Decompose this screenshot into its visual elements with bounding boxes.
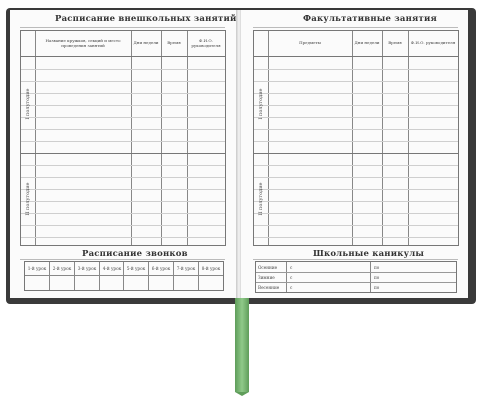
row-line bbox=[254, 69, 458, 70]
column-divider bbox=[74, 262, 75, 290]
holiday-name: Весенние bbox=[258, 285, 280, 290]
semester-divider bbox=[254, 153, 458, 154]
column-divider bbox=[198, 262, 199, 290]
lesson-label: 4-й урок bbox=[102, 266, 122, 271]
lesson-label: 3-й урок bbox=[77, 266, 97, 271]
row-line bbox=[21, 225, 225, 226]
row-line bbox=[254, 225, 458, 226]
row-line bbox=[254, 129, 458, 130]
column-divider bbox=[148, 262, 149, 290]
lesson-label: 8-й урок bbox=[201, 266, 221, 271]
column-divider bbox=[123, 262, 124, 290]
row-line bbox=[21, 81, 225, 82]
semester-divider bbox=[21, 153, 225, 154]
row-line bbox=[21, 213, 225, 214]
column-header: Ф.И.О. руководителя bbox=[410, 40, 456, 46]
row-line bbox=[254, 177, 458, 178]
semester-label: I полугодие bbox=[25, 88, 31, 120]
column-header: Предметы bbox=[299, 40, 321, 46]
row-line bbox=[25, 275, 223, 276]
lesson-label: 7-й урок bbox=[176, 266, 196, 271]
row-line bbox=[254, 201, 458, 202]
electives-table bbox=[253, 30, 459, 246]
row-line bbox=[254, 117, 458, 118]
holidays-table bbox=[255, 261, 457, 293]
holiday-from: с bbox=[290, 265, 293, 270]
column-divider bbox=[173, 262, 174, 290]
column-header: Время bbox=[167, 40, 181, 46]
title-underline bbox=[253, 259, 458, 260]
row-line bbox=[256, 282, 456, 283]
semester-label: II полугодие bbox=[258, 182, 264, 216]
header-divider bbox=[21, 56, 225, 57]
holiday-name: Осенние bbox=[258, 265, 278, 270]
lesson-label: 2-й урок bbox=[52, 266, 72, 271]
title-underline bbox=[20, 27, 225, 28]
holiday-from: с bbox=[290, 275, 293, 280]
holiday-to: по bbox=[374, 285, 380, 290]
holidays-title: Школьные каникулы bbox=[313, 249, 425, 259]
column-header: Ф.И.О. руководителя bbox=[191, 37, 221, 48]
holiday-from: с bbox=[290, 285, 293, 290]
title-underline bbox=[253, 27, 458, 28]
row-line bbox=[21, 141, 225, 142]
row-line bbox=[254, 141, 458, 142]
row-line bbox=[254, 165, 458, 166]
row-line bbox=[21, 69, 225, 70]
holiday-name: Зимние bbox=[258, 275, 275, 280]
title-underline bbox=[20, 259, 225, 260]
row-line bbox=[21, 237, 225, 238]
row-line bbox=[254, 237, 458, 238]
column-divider bbox=[370, 262, 371, 292]
row-line bbox=[254, 189, 458, 190]
row-line bbox=[254, 105, 458, 106]
row-line bbox=[21, 189, 225, 190]
semester-label: II полугодие bbox=[25, 182, 31, 216]
column-header: Время bbox=[388, 40, 402, 46]
holiday-to: по bbox=[374, 275, 380, 280]
bells-title: Расписание звонков bbox=[82, 249, 188, 259]
column-divider bbox=[99, 262, 100, 290]
bookmark-ribbon bbox=[235, 298, 249, 392]
column-header: Дни недели bbox=[354, 40, 380, 46]
bells-table bbox=[24, 261, 224, 291]
row-line bbox=[254, 81, 458, 82]
row-line bbox=[21, 165, 225, 166]
holiday-to: по bbox=[374, 265, 380, 270]
row-line bbox=[21, 177, 225, 178]
extracurricular-table bbox=[20, 30, 226, 246]
row-line bbox=[21, 93, 225, 94]
left-page bbox=[10, 10, 237, 298]
lesson-label: 6-й урок bbox=[151, 266, 171, 271]
row-line bbox=[21, 201, 225, 202]
row-line bbox=[21, 129, 225, 130]
row-line bbox=[254, 213, 458, 214]
column-header: Название кружков, секций и место проведения занятий bbox=[45, 37, 121, 48]
row-line bbox=[256, 272, 456, 273]
row-line bbox=[21, 117, 225, 118]
lesson-label: 1-й урок bbox=[27, 266, 47, 271]
right-page bbox=[241, 10, 468, 298]
column-divider bbox=[49, 262, 50, 290]
row-line bbox=[254, 93, 458, 94]
right-page-title: Факультативные занятия bbox=[303, 14, 437, 24]
left-page-title: Расписание внешкольных занятий bbox=[55, 14, 237, 24]
column-divider bbox=[286, 262, 287, 292]
column-header: Дни недели bbox=[133, 40, 159, 46]
header-divider bbox=[254, 56, 458, 57]
semester-label: I полугодие bbox=[258, 88, 264, 120]
lesson-label: 5-й урок bbox=[126, 266, 146, 271]
row-line bbox=[21, 105, 225, 106]
